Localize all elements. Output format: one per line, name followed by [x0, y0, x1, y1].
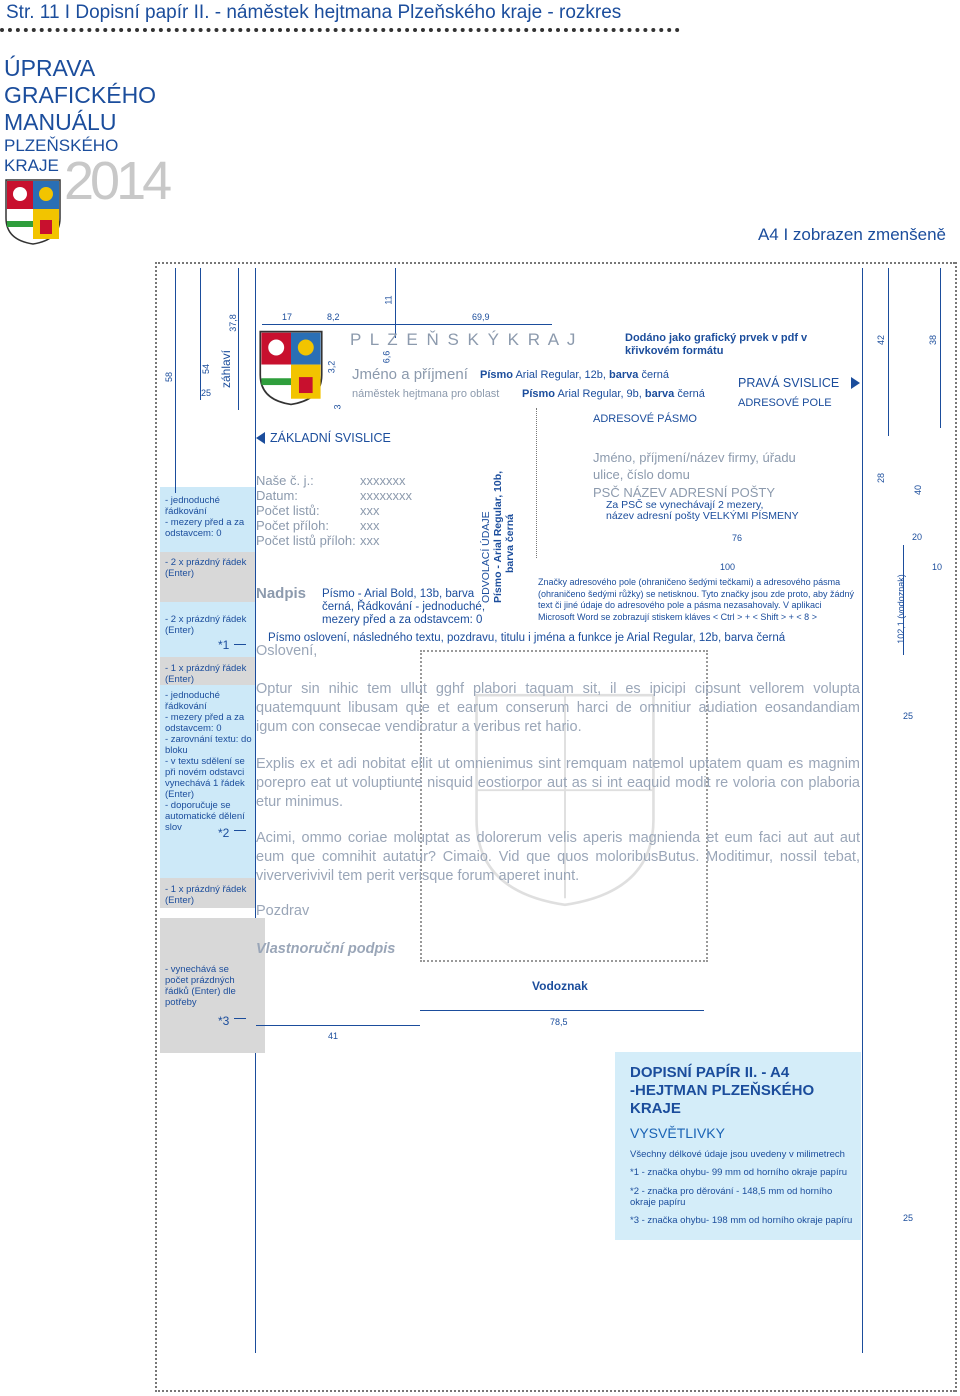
note-line: název adresní pošty VELKÝMI PÍSMENY	[606, 510, 799, 522]
dim-line	[238, 268, 239, 410]
address-line: Jméno, příjmení/název firmy, úřadu	[593, 450, 796, 465]
reference-row	[256, 488, 456, 503]
manual-line: ÚPRAVA	[4, 55, 96, 81]
name-field: Jméno a příjmení	[352, 366, 468, 383]
legend-title-line: -HEJTMAN PLZEŇSKÉHO	[630, 1082, 815, 1099]
dotted-divider	[0, 28, 680, 36]
frame-top	[155, 262, 955, 264]
reference-row	[256, 503, 456, 518]
reference-value: xxxxxxxx	[360, 488, 412, 503]
dim-11: 11	[383, 295, 394, 305]
side-note: - 2 x prázdný řádek (Enter)	[165, 614, 247, 636]
salutation: Oslovení,	[256, 643, 318, 659]
address-note	[606, 500, 799, 522]
paragraph: Optur sin nihic tem ullut gghf plabori taquam sit, il es ipicipi cipsunt vellorem volupta quatemquunt libusam que et earum conserum harci de omnitiur audiation eosandandiam igum con consecae vendioratur a veribus ret hario.	[256, 681, 860, 735]
coat-of-arms-icon	[258, 328, 324, 408]
format-label: A4 I zobrazen zmenšeně	[757, 225, 946, 244]
page-title: Str. 11 I Dopisní papír II. - náměstek hejtmana Plzeňského kraje - rozkres	[6, 2, 622, 23]
fold-mark-3: *3	[218, 1014, 230, 1028]
legend-note: *3 - značka ohybu- 198 mm od horního okraje papíru	[630, 1215, 853, 1226]
dim-line	[395, 268, 396, 338]
reference-label: Počet listů:	[256, 503, 320, 518]
manual-line: KRAJE	[4, 156, 59, 175]
legend-note: *1 - značka ohybu- 99 mm od horního okraje papíru	[630, 1167, 848, 1178]
base-guide-label: ZÁKLADNÍ SVISLICE	[270, 431, 391, 445]
legend-title-line: DOPISNÍ PAPÍR II. - A4	[630, 1064, 790, 1081]
dim-25-bottom: 25	[903, 1213, 914, 1223]
legend-intro: Všechny délkové údaje jsou uvedeny v milimetrech	[630, 1149, 845, 1160]
frame-left	[155, 262, 157, 1392]
dim-41: 41	[328, 1031, 339, 1041]
spec-text: Arial Regular, 12b,	[513, 369, 610, 381]
legend-note: *2 - značka pro děrování - 148,5 mm od horního okraje papíru	[630, 1186, 833, 1208]
spec-text: Arial Regular, 9b,	[555, 388, 645, 400]
reference-label: Počet příloh:	[256, 518, 329, 533]
address-field-label: ADRESOVÉ POLE	[738, 397, 832, 409]
punch-mark-2: *2	[218, 826, 230, 840]
dim-25: 25	[201, 388, 212, 398]
dim-40: 40	[913, 484, 924, 496]
manual-line: MANUÁLU	[4, 109, 117, 135]
manual-line: PLZEŇSKÉHO	[4, 136, 119, 155]
frame-bottom	[155, 1390, 955, 1392]
dim-28: 28	[876, 472, 887, 484]
arrow-left-icon	[256, 432, 265, 444]
dim-line	[256, 1025, 420, 1026]
reference-value: xxx	[360, 503, 380, 518]
dim-10: 10	[932, 562, 943, 572]
paragraph: Acimi, ommo coriae moluptat as dolorerum velis aperis magnienda et eum faci aut aut aut eum que comnihit autatur? Cimaio. Vid que quos moloribusButus. Moditimur, nossil tebat, viververivivil tem perit verisque forum aperet inunt.	[256, 830, 860, 884]
dim-54: 54	[201, 363, 212, 375]
header-zone-label: záhlaví	[219, 349, 234, 389]
reference-row	[256, 473, 456, 488]
marks-note: Značky adresového pole (ohraničeno šedými tečkami) a adresového pásma (ohraničeno šedými růžky) se netisknou. Tyto značky jsou zde proto, aby žádný text či jiné údaje do adresového pole a pásma nezasahovaly. V aplikaci Microsoft Word se zobrazují stiskem kláves < Ctrl > + < Shift > + < 8 >	[538, 577, 854, 622]
reference-label: Počet listů příloh:	[256, 533, 356, 548]
spec-line: Písmo - Arial Regular, 10b,	[492, 470, 504, 603]
dim-line	[420, 1010, 704, 1011]
arrow-right-icon	[851, 377, 860, 389]
legend-title	[630, 1064, 855, 1118]
fold-mark-1: *1	[218, 638, 230, 652]
role-spec	[522, 388, 705, 400]
dim-102-1: 102,1 (vodoznak)	[895, 574, 906, 644]
dim-8-2: 8,2	[327, 312, 340, 322]
reference-label: Naše č. j.:	[256, 473, 314, 488]
spec-line: barva černá	[504, 514, 516, 573]
reference-value: xxx	[360, 533, 380, 548]
dim-100: 100	[720, 562, 736, 572]
heading-spec: Písmo - Arial Bold, 13b, barva černá, Řádkování - jednoduché, mezery před a za odstavcem: 0	[322, 588, 486, 626]
dim-line	[200, 268, 201, 400]
dim-line	[262, 324, 552, 325]
frame-right	[955, 262, 957, 1392]
dim-38: 38	[928, 334, 939, 346]
address-zone-label: ADRESOVÉ PÁSMO	[593, 413, 697, 425]
dim-58: 58	[164, 371, 175, 383]
manual-line: GRAFICKÉHO	[4, 82, 157, 108]
side-note: - jednoduché řádkování - mezery před a za odstavcem: 0	[165, 495, 245, 539]
mark-line	[234, 830, 246, 831]
year: 2014	[64, 151, 169, 211]
brand-note: Dodáno jako grafický prvek v pdf v křivkovém formátu	[625, 332, 808, 357]
role-field: náměstek hejtmana pro oblast	[352, 388, 500, 400]
side-note: - 1 x prázdný řádek (Enter)	[165, 884, 247, 906]
legend-subtitle: VYSVĚTLIVKY	[630, 1125, 725, 1141]
dim-20: 20	[912, 532, 923, 542]
spec-bold: Písmo	[480, 369, 514, 381]
dim-25-right: 25	[903, 711, 914, 721]
dim-37-8: 37,8	[227, 314, 238, 332]
side-note: - 1 x prázdný řádek (Enter)	[165, 663, 247, 685]
dim-3: 3	[332, 404, 343, 410]
watermark-label: Vodoznak	[532, 979, 588, 993]
address-zone-edge	[536, 408, 537, 558]
reference-row	[256, 533, 456, 548]
dim-line	[888, 268, 889, 436]
spec-bold: barva	[609, 369, 639, 381]
side-note: - jednoduché řádkování - mezery před a za odstavcem: 0 - zarovnání textu: do bloku - v textu sdělení se při novém odstavci vynechává 1 řádek (Enter) - doporučuje se automatické dělení slov	[165, 690, 252, 833]
dim-line	[940, 268, 941, 428]
coat-of-arms-icon	[4, 178, 62, 246]
dim-line	[175, 268, 176, 493]
spec-text: černá	[674, 388, 705, 400]
spec-bold: Písmo	[522, 388, 556, 400]
spec-text: černá	[638, 369, 669, 381]
reference-label: Datum:	[256, 488, 298, 503]
dim-69-9: 69,9	[472, 312, 490, 322]
body-heading: Nadpis	[256, 585, 307, 602]
spec-bold: barva	[644, 388, 675, 400]
dim-17: 17	[282, 312, 293, 322]
mark-line	[234, 1018, 246, 1019]
note-line: Za PSČ se vynechávají 2 mezery,	[606, 499, 764, 511]
address-line: ulice, číslo domu	[593, 467, 690, 482]
mark-line	[234, 644, 246, 645]
reference-block	[256, 473, 456, 548]
dim-78-5: 78,5	[550, 1017, 568, 1027]
dim-42: 42	[876, 334, 887, 346]
right-guide-label: PRAVÁ SVISLICE	[738, 376, 840, 390]
spec-line: ODVOLACÍ ÚDAJE	[480, 511, 492, 603]
closing: Pozdrav	[256, 903, 310, 919]
reference-row	[256, 518, 456, 533]
paragraph: Explis ex et adi nobitat ellit ut omnienimus sint remquam natemol uptatem quam es magnim porepro eat ut voluptiunte nisquid eostiorpor aut as si int eaquid modit re voloria con plaboria etur minimus.	[256, 756, 860, 810]
right-vertical-line	[862, 268, 863, 1353]
reference-value: xxx	[360, 518, 380, 533]
name-spec	[480, 369, 669, 381]
brand-wordmark: P L Z E Ň S K Ý K R A J	[350, 330, 578, 349]
font-spec: Písmo oslovení, následného textu, pozdravu, titulu i jména a funkce je Arial Regular, 12b, barva černá	[268, 632, 786, 644]
dim-3-2: 3,2	[326, 360, 337, 374]
dim-76: 76	[732, 533, 743, 543]
legend-title-line: KRAJE	[630, 1100, 681, 1117]
side-note: - vynechává se počet prázdných řádků (Enter) dle potřeby	[165, 964, 236, 1008]
side-note: - 2 x prázdný řádek (Enter)	[165, 557, 247, 579]
dim-6-6: 6,6	[381, 350, 392, 364]
reference-value: xxxxxxx	[360, 473, 406, 488]
signature: Vlastnoruční podpis	[256, 941, 396, 957]
reference-spec	[480, 463, 516, 603]
address-line: PSČ NÁZEV ADRESNÍ POŠTY	[593, 485, 776, 500]
